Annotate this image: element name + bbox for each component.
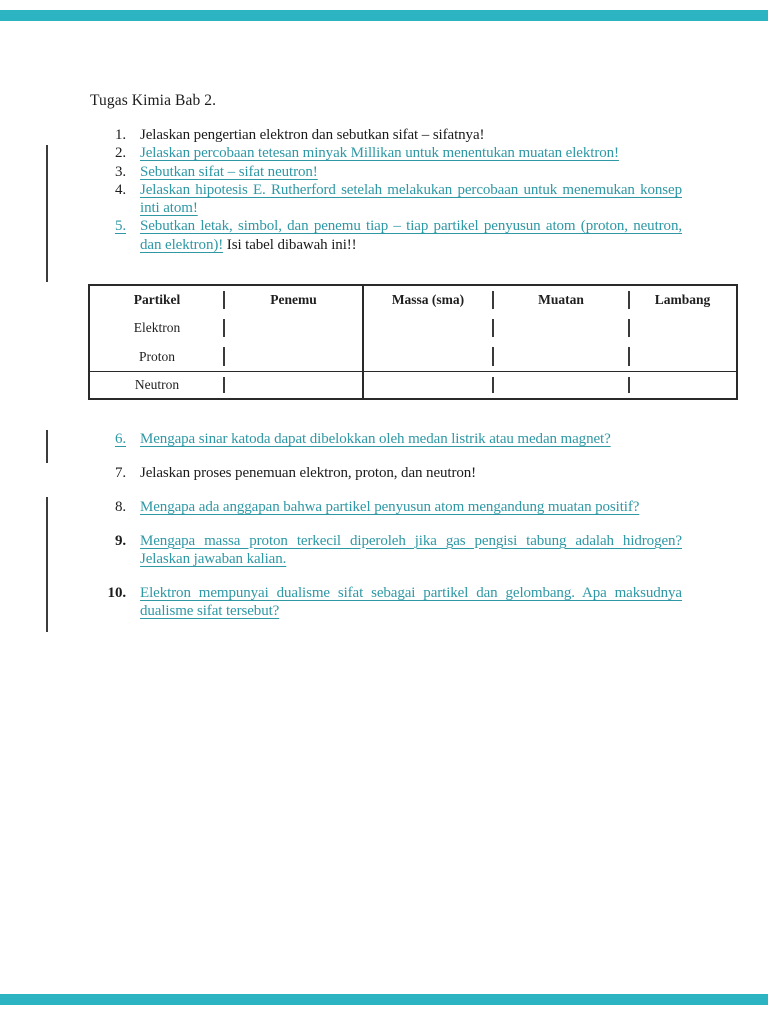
table-cell-empty: [224, 372, 363, 398]
question-text: Jelaskan pengertian elektron dan sebutkan sifat – sifatnya!: [140, 127, 485, 143]
question-number: 3.: [114, 163, 126, 180]
table-row-proton: [90, 342, 736, 371]
question-item-7: [90, 464, 682, 482]
table-header-lambang: Lambang: [629, 286, 736, 314]
table-row-elektron: [90, 314, 736, 342]
question-list-2: [90, 430, 682, 636]
revision-bar: [46, 497, 48, 632]
question-link[interactable]: Mengapa sinar katoda dapat dibelokkan oleh medan listrik atau medan magnet?: [140, 431, 611, 447]
question-number: 9.: [114, 532, 126, 549]
table-cell-empty: [224, 314, 363, 342]
table-cell-empty: [224, 342, 363, 371]
question-item-3: [90, 163, 682, 181]
revision-bar: [46, 145, 48, 282]
table-cell-empty: [493, 314, 629, 342]
row-label: Proton: [138, 348, 175, 364]
question-number: 2.: [114, 145, 126, 162]
row-label: Elektron: [133, 320, 181, 335]
table-cell-empty: [363, 314, 493, 342]
question-link[interactable]: Mengapa massa proton terkecil diperoleh jika gas pengisi tabung adalah hidrogen? Jelaskan jawaban kalian.: [140, 532, 682, 567]
question-number: 1.: [114, 127, 126, 143]
question-number: 6.: [114, 431, 126, 447]
question-item-10: [90, 584, 682, 621]
table-header-row: [90, 286, 736, 314]
question-link[interactable]: Mengapa ada anggapan bahwa partikel penyusun atom mengandung muatan positif?: [140, 498, 640, 515]
question-link[interactable]: Jelaskan percobaan tetesan minyak Millikan untuk menentukan muatan elektron!: [140, 145, 619, 162]
question-link[interactable]: Sebutkan sifat – sifat neutron!: [140, 163, 318, 180]
table-header-massa: Massa (sma): [363, 286, 493, 314]
question-item-1: [90, 126, 682, 144]
viewer-top-bar: [0, 10, 768, 21]
question-item-9: [90, 532, 682, 569]
table-cell-empty: [363, 342, 493, 371]
table-row-neutron: [90, 371, 736, 398]
table-header-penemu: Penemu: [224, 286, 363, 314]
question-number: 10.: [107, 584, 126, 601]
table-cell-empty: [629, 342, 736, 371]
question-item-2: [90, 144, 682, 162]
question-link[interactable]: Sebutkan letak, simbol, dan penemu tiap – tiap partikel penyusun atom (proton, neutron, dan elektron)!: [140, 218, 682, 253]
question-link[interactable]: Jelaskan hipotesis E. Rutherford setelah melakukan percobaan untuk menemukan konsep inti atom!: [140, 181, 682, 217]
question-suffix: Isi tabel dibawah ini!!: [223, 236, 357, 253]
question-number: 8.: [114, 498, 126, 515]
table-cell-empty: [629, 314, 736, 342]
question-list-1: [90, 126, 682, 254]
question-item-5: [90, 217, 682, 254]
question-number: 5.: [114, 218, 126, 235]
revision-bar: [46, 430, 48, 463]
page-title: Tugas Kimia Bab 2.: [90, 92, 217, 109]
table-cell-empty: [629, 372, 736, 398]
viewer-bottom-bar: [0, 994, 768, 1005]
table-header-muatan: Muatan: [493, 286, 629, 314]
table-header-partikel: Partikel: [133, 292, 181, 307]
table-cell-empty: [493, 342, 629, 371]
particles-table: [88, 284, 738, 400]
question-link[interactable]: Elektron mempunyai dualisme sifat sebagai partikel dan gelombang. Apa maksudnya dualisme sifat tersebut?: [140, 584, 682, 620]
row-label: Neutron: [134, 377, 180, 392]
table-cell-empty: [363, 372, 493, 398]
question-text: Jelaskan proses penemuan elektron, proton, dan neutron!: [140, 464, 477, 481]
question-item-4: [90, 181, 682, 218]
table-cell-empty: [493, 372, 629, 398]
question-number: 4.: [114, 181, 126, 198]
question-number: 7.: [114, 464, 126, 481]
question-item-8: [90, 498, 682, 516]
question-item-6: [90, 430, 682, 448]
